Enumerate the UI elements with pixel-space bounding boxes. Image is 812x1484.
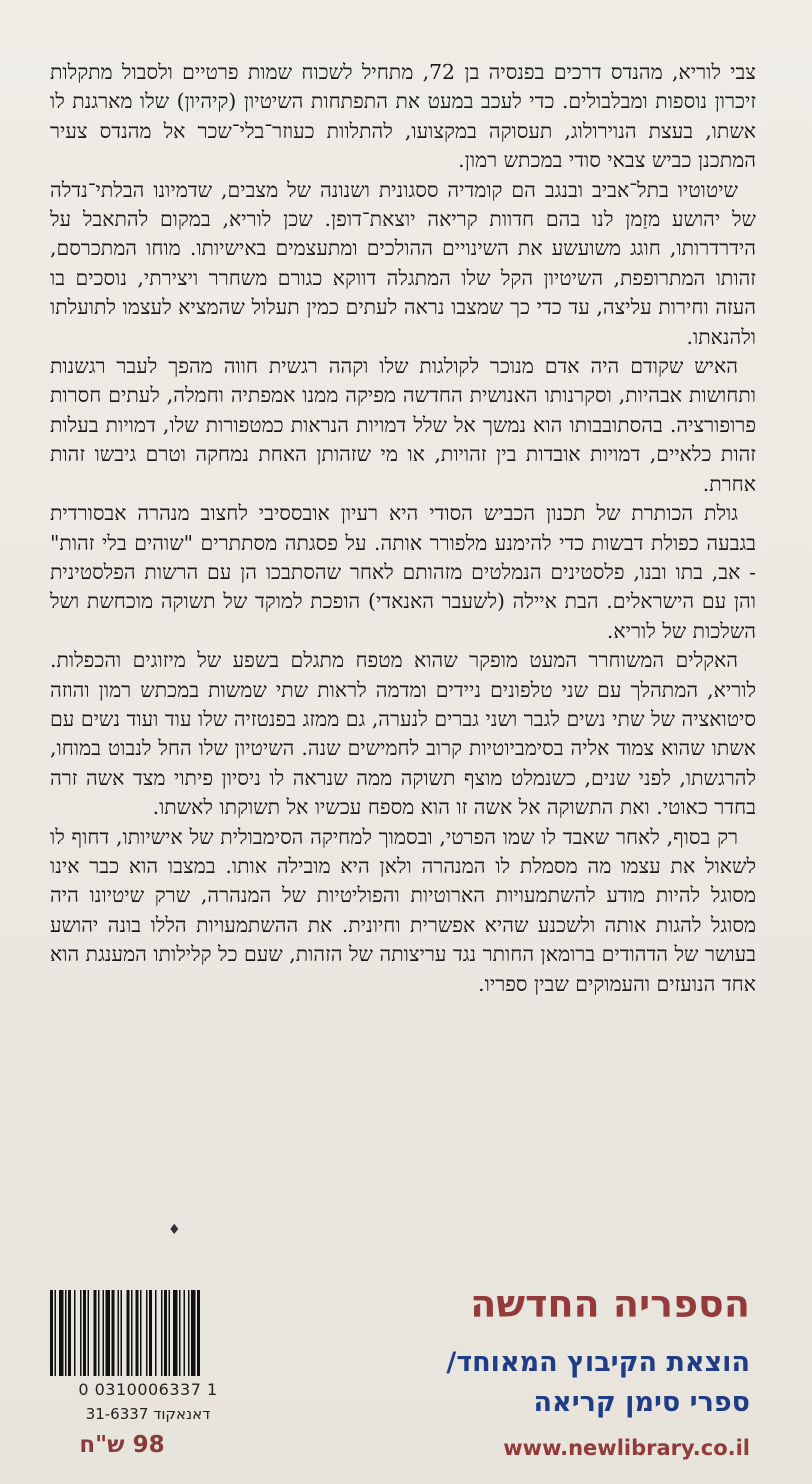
barcode-bar <box>155 1290 157 1376</box>
barcode-bar <box>140 1290 142 1376</box>
barcode-bar <box>127 1290 130 1376</box>
barcode <box>48 1290 248 1423</box>
barcode-bar <box>65 1290 67 1376</box>
barcode-bar <box>169 1290 171 1376</box>
barcode-bar <box>59 1290 64 1376</box>
barcode-bar <box>74 1290 76 1376</box>
price: 98 ש"ח <box>79 1432 165 1458</box>
barcode-bar <box>191 1290 196 1376</box>
barcode-bar <box>161 1290 163 1376</box>
barcode-bar <box>80 1290 82 1376</box>
barcode-bar <box>98 1290 100 1376</box>
barcode-bar <box>68 1290 71 1376</box>
barcode-bar <box>131 1290 133 1376</box>
barcode-bar <box>179 1290 181 1376</box>
imprint-publisher: הוצאת הקיבוץ המאוחד/ <box>446 1347 750 1378</box>
barcode-bar <box>112 1290 115 1376</box>
blurb-paragraph-4: גולת הכותרת של תכנון הכביש הסודי היא רעיון אובססיבי לחצוב מנהרה אבסורדית בגבעה כפולת דבשות כדי להימנע מלפורר אותה. על פסגתה מסתתרים "שוהים בלי זהות" - אב, בתו ובנו, פלסטינים הנמלטים מזהותם לאחר שהסתבכו הן עם הרשות הפלסטינית והן עם הישראלים. הבת איילה (לשעבר האנאדי) הופכת למוקד של תשוקה מוכחשת ושל השלכות של לוריא. <box>50 501 756 643</box>
barcode-bar <box>136 1290 139 1376</box>
barcode-bar <box>118 1290 120 1376</box>
blurb-text <box>50 58 756 999</box>
barcode-bar <box>55 1290 57 1376</box>
barcode-bar <box>188 1290 190 1376</box>
blurb-paragraph-6: רק בסוף, לאחר שאבד לו שמו הפרטי, ובסמוך למחיקה הסימבולית של אישיותו, דחוף לו לשאול את עצמו מה מסמלת לו המנהרה ולאן היא מובילה אותו. במצבו הוא כבר אינו מסוגל להיות מודע להשתמעויות הארוטיות והפוליטיות של המנהרה, שרק שיטיונו היה מסוגל להגות אותה ולשכנע שהיא אפשרית וחיונית. את ההשתמעויות הללו בונה יהושע בעושר של הדהודים ברומאן החותר נגד עריצותה של הזהות, שעם כל קלילותו המענגת הוא אחד הנועזים והעמוקים שבין ספריו. <box>50 824 756 996</box>
barcode-bars <box>48 1290 244 1376</box>
blurb-paragraph-5: האקלים המשוחרר המעט מופקר שהוא מטפח מתגלם בשפע של מיזוגים והכפלות. לוריא, המתהלך עם שני טלפונים ניידים ומדמה לראות שתי שמשות במכתש רמון והוזה סיטואציה של שתי נשים לגבר ושני גברים לנערה, גם ממזג בפנטזיה שלו עוד ועוד נשים עם אשתו שהוא צמוד אליה בסימביוטיות קרוב לחמישים שנה. השיטיון שלו החל לנבוט במוחו, להרגשתו, לפני שנים, כשנמלט מוצף תשוקה ממה שנראה לו ניסיון פיתוי מצד אשה זרה בחדר כאוטי. ואת התשוקה אל אשה זו הוא מספח עכשיו אל תשוקתו לאשתו. <box>50 648 756 820</box>
barcode-bar <box>83 1290 86 1376</box>
barcode-bar <box>146 1290 148 1376</box>
barcode-bar <box>50 1290 53 1376</box>
blurb-paragraph-3: האיש שקודם היה אדם מנוכר לקולגות שלו וקהה רגשית חווה מהפך לעבר רגשנות ותחושות אבהיות, וסקרנותו האנושית החדשה מפיקה ממנו אמפתיה וחמלה, לעתים חסרות פרופורציה. בהסתובבותו הוא נמשך אל שלל דמויות הנראות כמטפורות שלו, דמויות בעלות זהות כלאיים, דמויות אובדות בין זהויות, או מי שזהותן האחת נמחקה וטרם גיבשו זהות אחרת. <box>50 354 756 496</box>
imprint-name: הספריה החדשה <box>470 1282 750 1326</box>
barcode-bar <box>149 1290 152 1376</box>
imprint-series: ספרי סימן קריאה <box>533 1387 750 1418</box>
barcode-bar <box>197 1290 200 1376</box>
barcode-bar <box>94 1290 97 1376</box>
barcode-bar <box>103 1290 105 1376</box>
blurb-paragraph-1: צבי לוריא, מהנדס דרכים בפנסיה בן 72, מתחיל לשכוח שמות פרטיים ולסבול מתקלות זיכרון נוספות ומבלבולים. כדי לעכב במעט את התפתחות השיטיון (קיהיון) שלו מארגנת לו אשתו, בעצת הנוירולוג, תעסוקה במקצועו, להתלוות כעוזר־בלי־שכר אל מהנדס צעיר המתכנן כביש צבאי סודי במכתש רמון. <box>50 60 756 173</box>
barcode-bar <box>164 1290 167 1376</box>
imprint <box>330 1280 750 1420</box>
barcode-bar <box>184 1290 186 1376</box>
barcode-code: דאנאקוד 31-6337 <box>85 1405 211 1423</box>
barcode-bar <box>121 1290 123 1376</box>
barcode-bar <box>88 1290 90 1376</box>
publisher-url: www.newlibrary.co.il <box>503 1436 750 1460</box>
ornament-mark: ♦ <box>168 1222 181 1238</box>
barcode-number: 0 0310006337 1 <box>78 1380 218 1399</box>
barcode-bar <box>106 1290 111 1376</box>
blurb-paragraph-2: שיטוטיו בתל־אביב ובנגב הם קומדיה ססגונית ושנונה של מצבים, שדמיונו הבלתי־נדלה של יהושע מזַמן לנו בהם חדוות קריאה יוצאת־דופן. שכן לוריא, במקום להתאבל על הידרדרותו, חוגג משועשע את השינויים ההולכים ומתעצמים באישיותו. מוחו המתכרסם, זהותו המתרופפת, השיטיון הקל שלו המתגלה דווקא כגורם משחרר ויצירתי, נוסכים בו העזה וחירות עליצה, עד כדי כך שמצבו נראה לעתים כמין תעלול שהמציא לעצמו לתועלתו ולהנאתו. <box>50 177 756 349</box>
barcode-bar <box>173 1290 178 1376</box>
